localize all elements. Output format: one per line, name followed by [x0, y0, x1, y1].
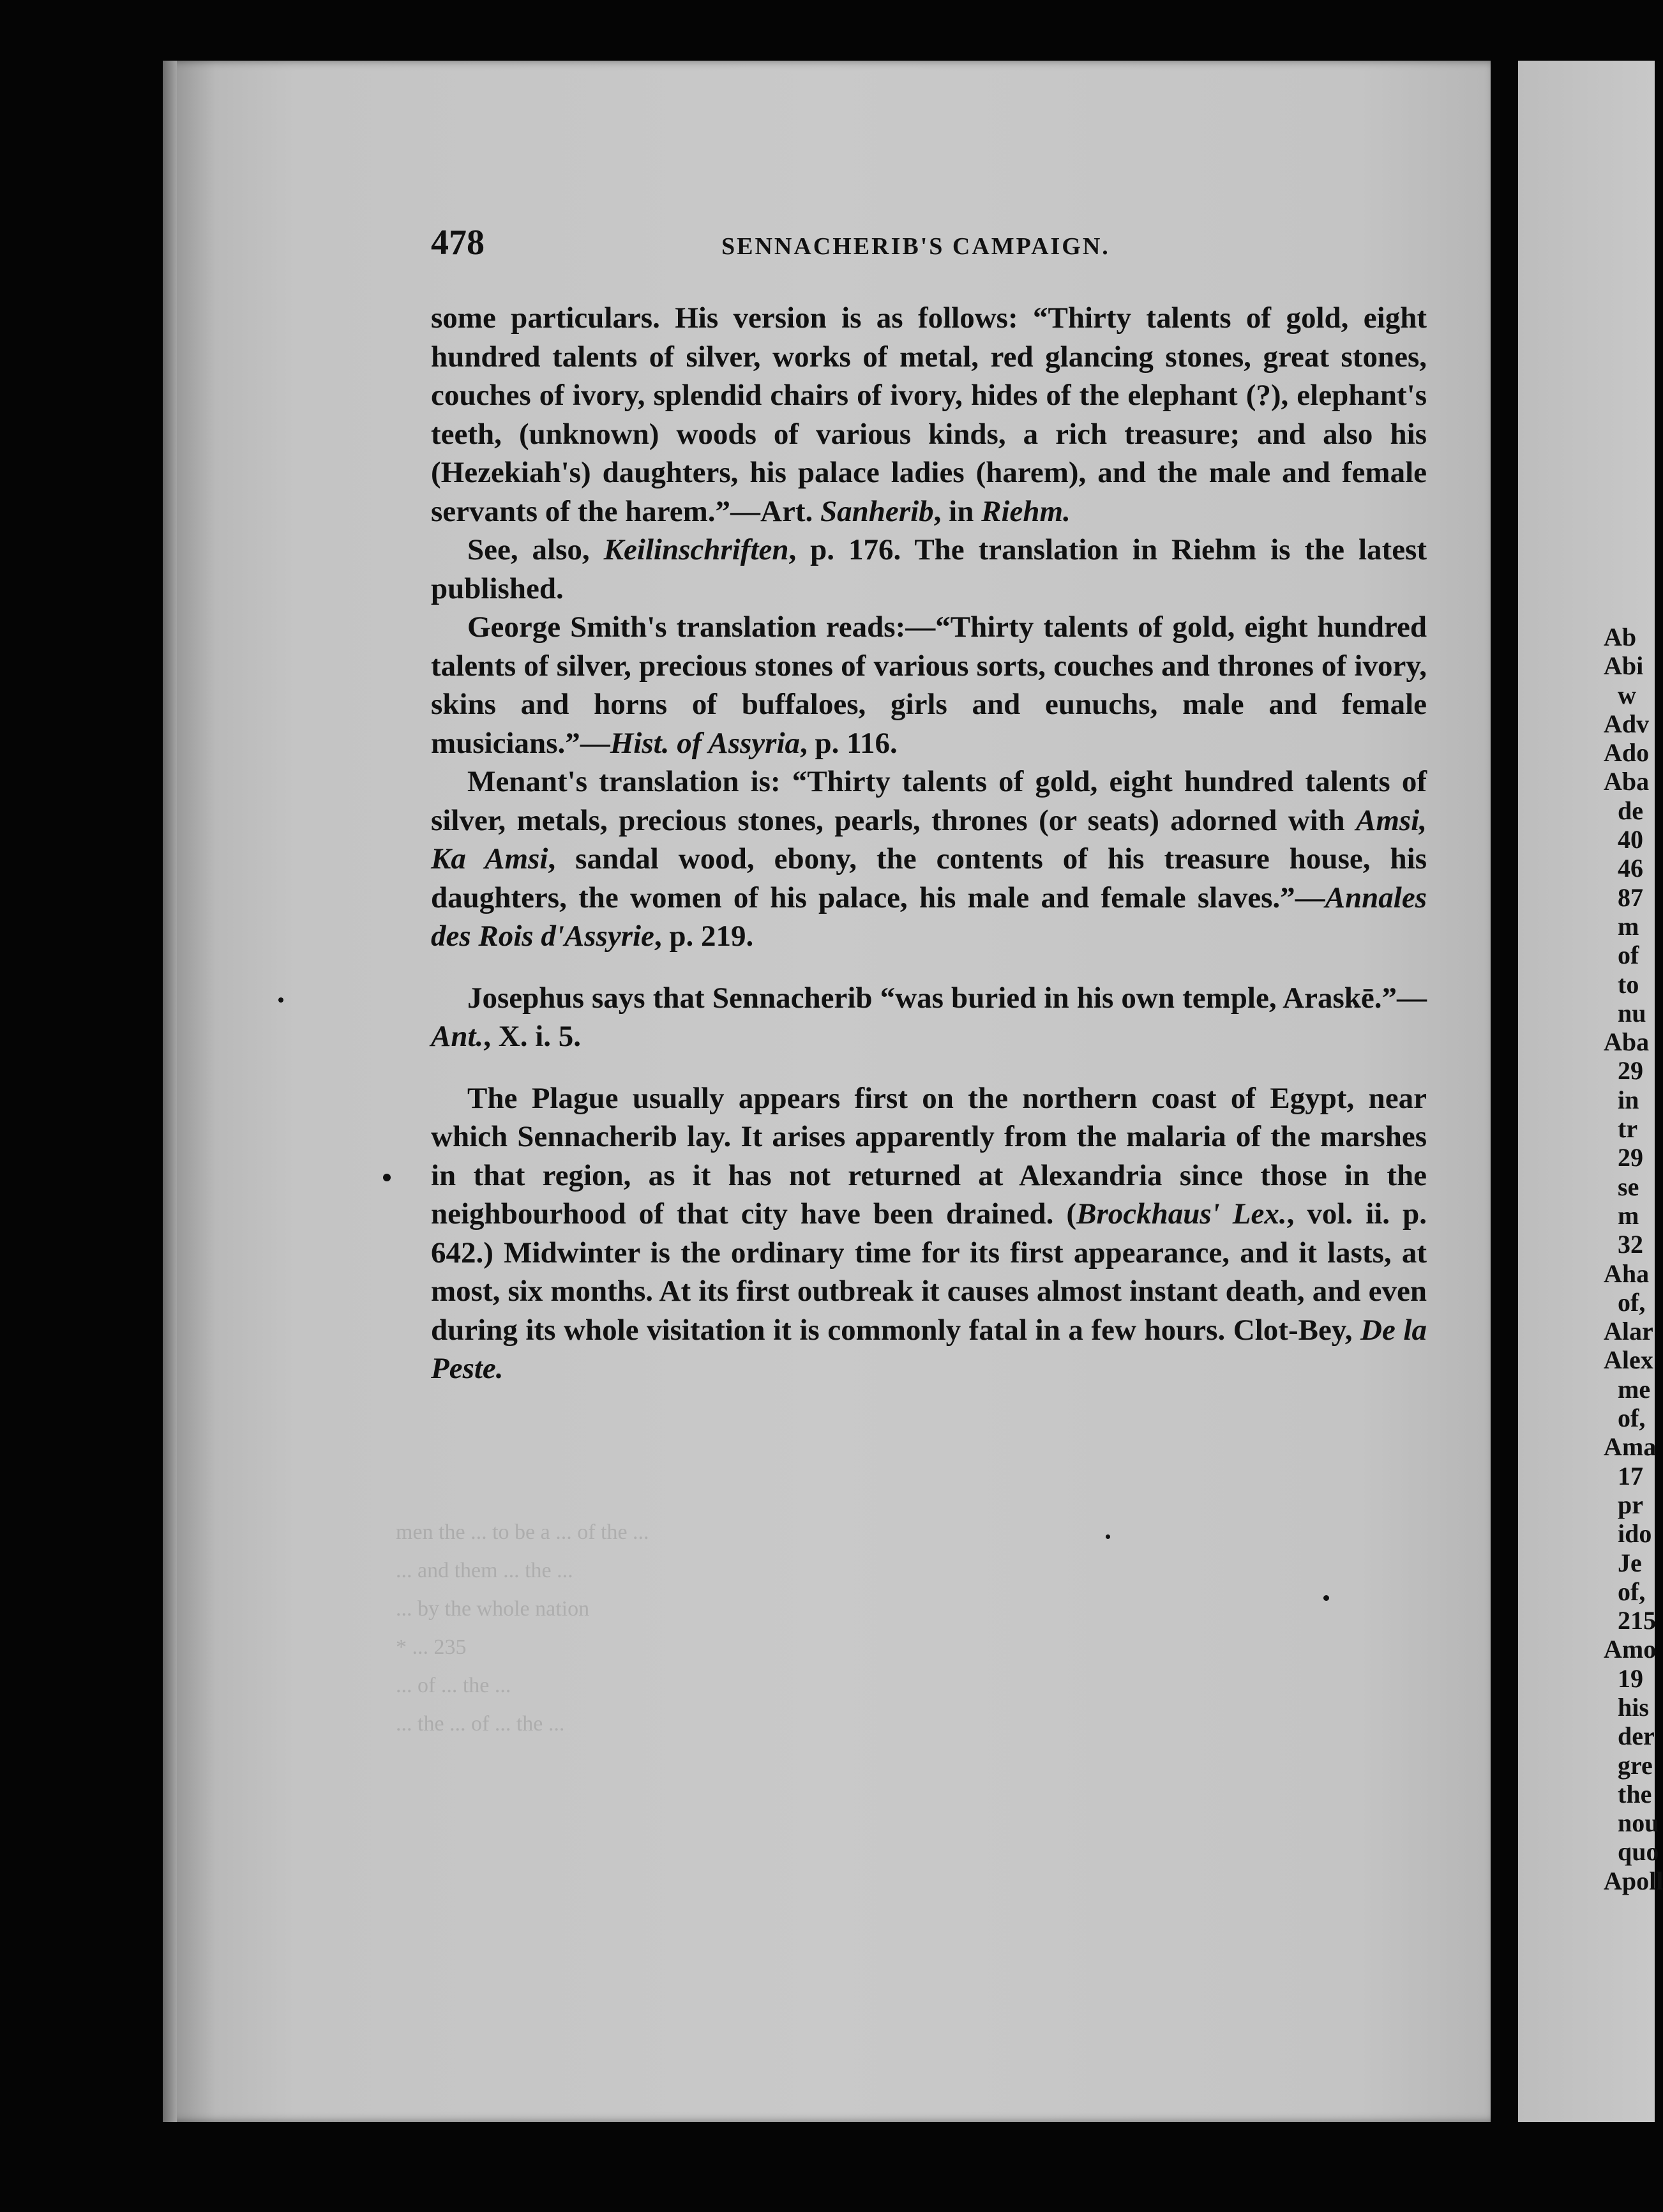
index-column-fragment [1604, 623, 1663, 1895]
text-run: , sandal wood, ebony, the contents of his treasure house, his daughters, the women of his palace, his male and female slaves.”— [431, 842, 1427, 914]
index-line: 19 [1618, 1663, 1643, 1693]
text-run: , p. 219. [654, 920, 754, 953]
index-line: Alar [1604, 1317, 1653, 1346]
index-line: 29 [1618, 1143, 1643, 1172]
index-line: gre [1618, 1750, 1653, 1780]
index-line: Ab [1604, 623, 1637, 651]
index-line: Aha [1604, 1259, 1650, 1288]
index-line: m [1618, 911, 1639, 941]
text-run: some particulars. His version is as follows: “Thirty talents of gold, eight hundred talents of silver, works of metal, red glancing stones, great stones, couches of ivory, splendid chairs of ivory, hides of the elephant (?), elephant's teeth, (unknown) woods of various kinds, a rich treasure; and also his (Hezekiah's) daughters, his palace ladies (harem), and the male and female servants of the harem.”—Art. [431, 301, 1427, 528]
paragraph [431, 762, 1427, 956]
text-run: , p. 116. [800, 726, 898, 760]
text-run: , X. i. 5. [483, 1020, 582, 1053]
scan-speck [1106, 1534, 1110, 1539]
index-line: 29 [1618, 1056, 1643, 1086]
body-text [431, 299, 1427, 1388]
running-head: SENNACHERIB'S CAMPAIGN. [721, 233, 1110, 260]
index-line: 46 [1618, 854, 1643, 883]
index-line: 32 [1618, 1230, 1643, 1259]
index-line: ido [1618, 1519, 1652, 1549]
index-line: in [1618, 1085, 1639, 1114]
index-line: tr [1618, 1114, 1638, 1144]
index-line: of, [1618, 1577, 1646, 1606]
text-run: George Smith's translation reads:—“Thirty talents of gold, eight hundred talents of silver, precious stones of various sorts, couches and thrones of ivory, skins and horns of buffaloes, girls and eunuchs, male and female musicians.”— [431, 610, 1427, 760]
index-line: Aba [1604, 1027, 1650, 1057]
index-line: Ado [1604, 738, 1650, 768]
text-run: Josephus says that Sennacherib “was buried in his own temple, Araskē.”— [467, 981, 1427, 1015]
index-line: his [1618, 1692, 1649, 1722]
italic-run: Riehm. [981, 494, 1071, 528]
index-line: nou [1618, 1808, 1659, 1838]
italic-run: Sanherib [820, 494, 934, 528]
index-line: nu [1618, 998, 1646, 1027]
italic-run: Hist. of Assyria [610, 726, 801, 760]
index-line: of, [1618, 1404, 1646, 1433]
italic-run: Ant. [431, 1020, 484, 1053]
index-line: 40 [1618, 825, 1643, 854]
text-run: , p. 176. The translation in Riehm is the latest published. [431, 533, 1427, 605]
text-run: , in [933, 494, 982, 528]
scan-speck [383, 1174, 391, 1181]
index-line: Je [1618, 1548, 1642, 1577]
index-line: de [1618, 796, 1643, 825]
index-line: Aba [1604, 767, 1650, 796]
italic-run: Brockhaus' Lex. [1076, 1197, 1287, 1231]
paragraph [431, 979, 1427, 1056]
index-line: 17 [1618, 1461, 1643, 1490]
index-line: quo [1618, 1837, 1659, 1867]
page-header [431, 222, 1427, 267]
page-binding-edge [163, 61, 177, 2122]
index-line: 215 [1618, 1606, 1656, 1635]
index-line: Amo [1604, 1635, 1657, 1664]
index-line: der [1618, 1722, 1655, 1751]
italic-run: Annales des Rois d'Assyrie [431, 881, 1427, 953]
index-line: of, [1618, 1287, 1646, 1317]
index-line: to [1618, 969, 1639, 999]
index-line: me [1618, 1374, 1651, 1404]
text-run: The Plague usually appears first on the northern coast of Egypt, near which Sennacherib lay. It arises apparently from the malaria of the marshes in that region, as it has not returned at Alexandria since those in the neighbourhood of that city have been drained. ( [431, 1081, 1427, 1231]
index-line: Adv [1604, 709, 1650, 738]
index-line: pr [1618, 1490, 1643, 1519]
text-run: See, also, [467, 533, 604, 566]
index-line: 87 [1618, 883, 1643, 912]
scan-speck [278, 997, 283, 1003]
index-line: Ama [1604, 1432, 1657, 1462]
index-line: w [1618, 680, 1636, 709]
paragraph [431, 531, 1427, 608]
index-line: of [1618, 941, 1639, 970]
italic-run: De la Peste. [431, 1313, 1427, 1385]
index-line: m [1618, 1201, 1639, 1230]
paragraph [431, 299, 1427, 531]
paragraph [431, 608, 1427, 762]
index-line: Abi [1604, 651, 1644, 681]
text-run: , vol. ii. p. 642.) Midwinter is the ordinary time for its first appearance, and it lasts, at most, six months. At its first outbreak it causes almost instant death, and even during its whole visitation it is commonly fatal in a few hours. Clot-Bey, [431, 1197, 1427, 1347]
page-number: 478 [431, 223, 485, 262]
index-line: Apoll [1604, 1866, 1663, 1895]
index-line: se [1618, 1172, 1639, 1201]
italic-run: Keilinschriften [603, 533, 789, 566]
scan-speck [1323, 1595, 1329, 1601]
text-run: Menant's translation is: “Thirty talents of gold, eight hundred talents of silver, metals, precious stones, pearls, thrones (or seats) adorned with [431, 765, 1427, 837]
paragraph [431, 1079, 1427, 1388]
index-line: the [1618, 1779, 1652, 1808]
index-line: Alex [1604, 1345, 1653, 1375]
italic-run: Amsi, Ka Amsi [431, 803, 1427, 875]
